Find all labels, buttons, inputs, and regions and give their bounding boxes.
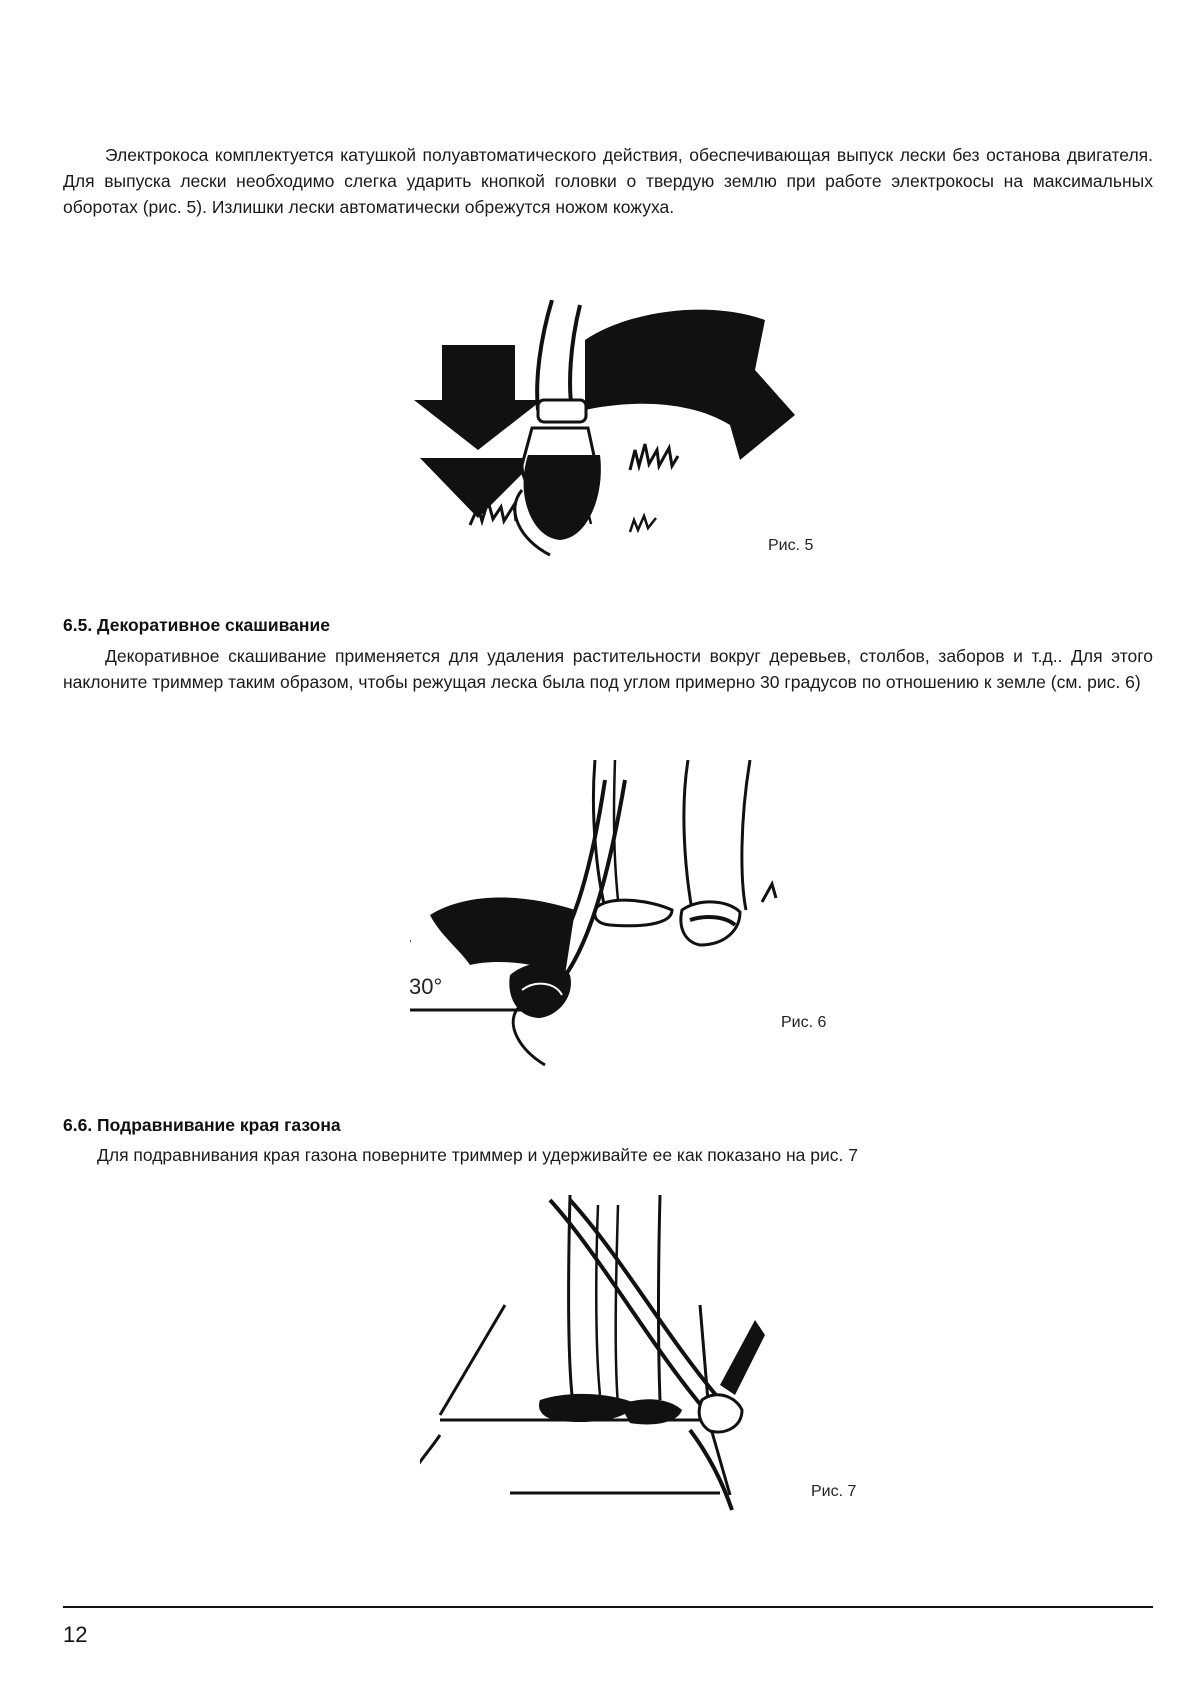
figure-6-angle-label: 30° (409, 974, 443, 999)
figure-7-caption: Рис. 7 (811, 1483, 857, 1500)
section-6-5-text: Декоративное скашивание применяется для удаления растительности вокруг деревьев, столбов, заборов и т.д.. Для этого наклоните триммер таким образом, чтобы режущая леска была под углом примерно 30 градусов по отношению к земле (см. рис. 6) (63, 646, 1153, 692)
section-6-6-heading: 6.6. Подравнивание края газона (63, 1115, 341, 1135)
intro-paragraph: Электрокоса комплектуется катушкой полуавтоматического действия, обеспечивающая выпуск лески без останова двигателя. Для выпуска лески необходимо слегка ударить кнопкой головки о твердую землю при работе электрокосы на максимальных оборотах (рис. 5). Излишки лески автоматически обрежутся ножом кожуха. (63, 145, 1153, 217)
figure-6-illustration (410, 760, 800, 1080)
section-6-5-heading: 6.5. Декоративное скашивание (63, 615, 330, 635)
figure-5-caption: Рис. 5 (768, 537, 814, 554)
page-number: 12 (63, 1622, 88, 1647)
figure-6-caption: Рис. 6 (781, 1014, 827, 1031)
section-6-6-text: Для подравнивания края газона поверните триммер и удерживайте ее как показано на рис. 7 (97, 1145, 858, 1165)
footer-divider (63, 1606, 1153, 1608)
figure-7-illustration (420, 1195, 820, 1525)
